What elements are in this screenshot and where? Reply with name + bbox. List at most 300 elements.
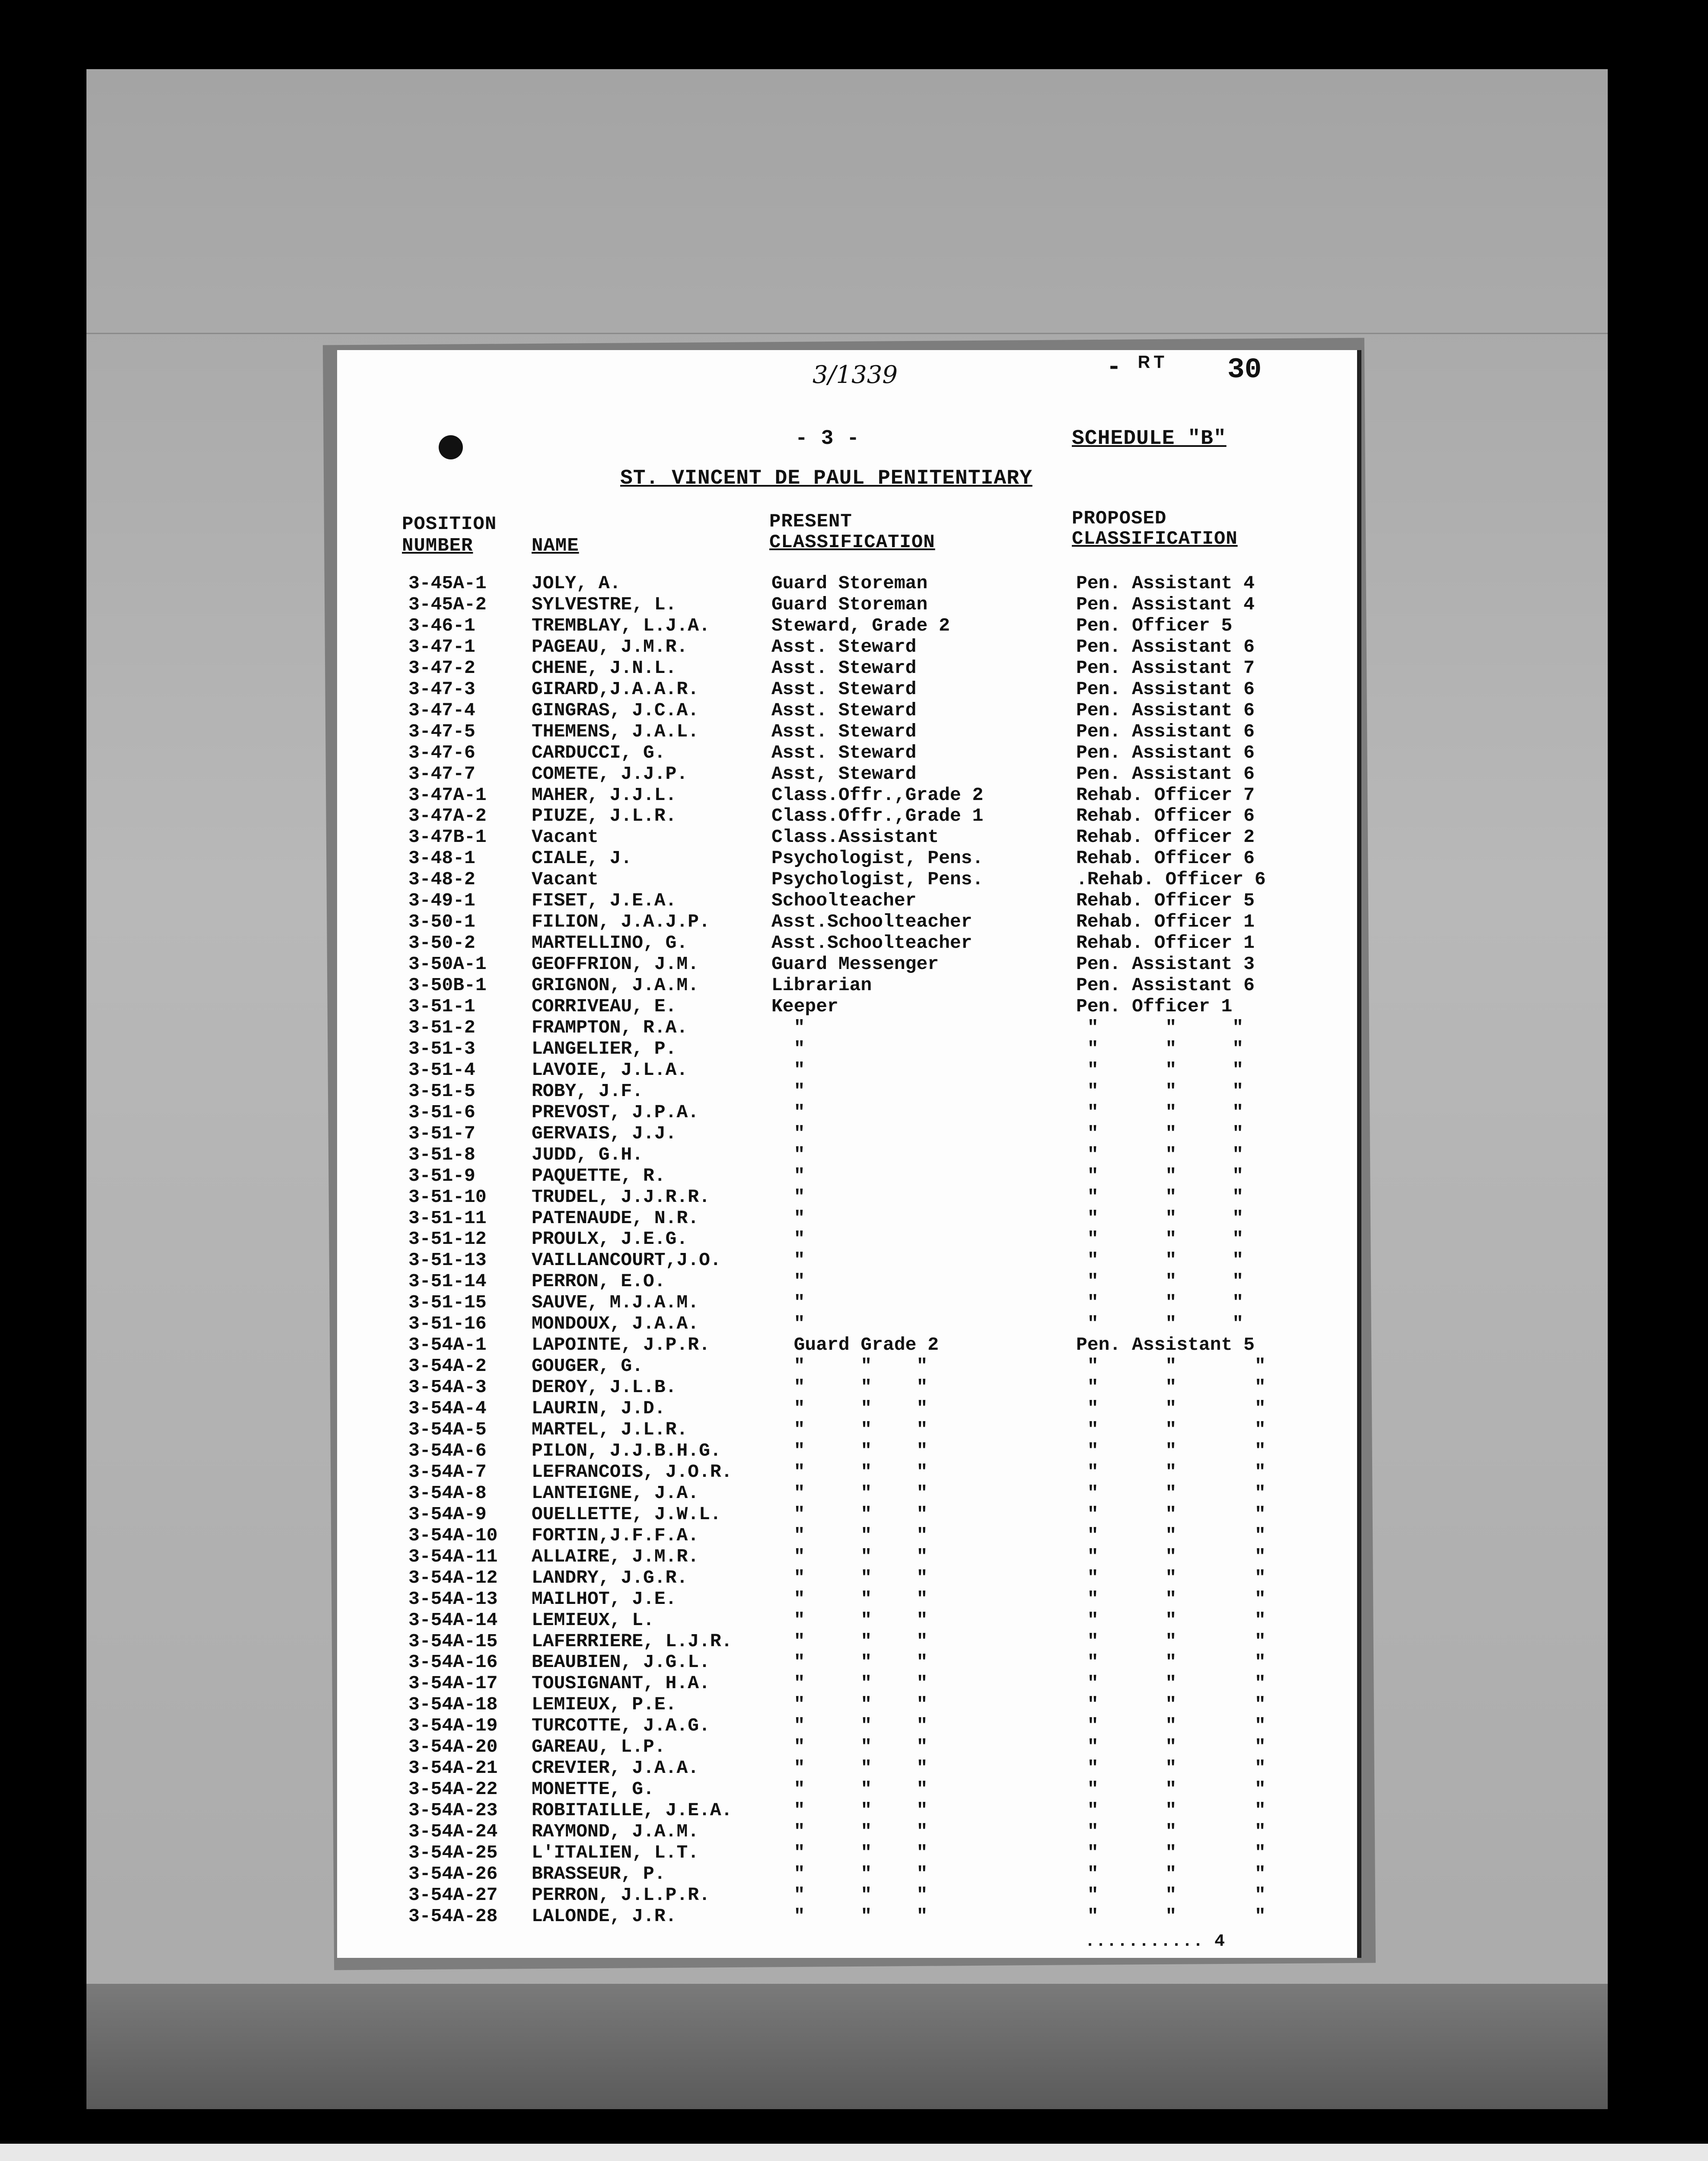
position-number-cell: 3-48-2 — [408, 869, 475, 890]
position-number-cell: 3-47-7 — [408, 763, 475, 784]
present-classification-cell: Guard Messenger — [771, 953, 939, 975]
name-cell: DEROY, J.L.B. — [532, 1377, 677, 1398]
name-cell: MAHER, J.J.L. — [532, 784, 677, 806]
position-number-cell: 3-54A-1 — [408, 1334, 487, 1356]
name-cell: GRIGNON, J.A.M. — [532, 975, 699, 996]
proposed-classification-cell: " " " — [1076, 1588, 1266, 1610]
page-stamp-marks: - ᴿᵀ — [1106, 354, 1167, 382]
proposed-classification-cell: " " " — [1076, 1736, 1266, 1758]
table-row — [337, 700, 1357, 721]
position-number-cell: 3-54A-10 — [408, 1524, 498, 1546]
proposed-classification-cell: " " " — [1076, 1165, 1244, 1186]
table-row — [337, 742, 1357, 763]
name-cell: MONETTE, G. — [532, 1779, 654, 1800]
header-name: NAME — [532, 535, 579, 557]
proposed-classification-cell: Rehab. Officer 2 — [1076, 826, 1255, 848]
position-number-cell: 3-54A-17 — [408, 1673, 498, 1694]
table-row — [337, 1610, 1357, 1631]
table-row — [337, 1355, 1357, 1377]
table-row — [337, 805, 1357, 826]
present-classification-cell: Librarian — [771, 975, 872, 996]
position-number-cell: 3-51-14 — [408, 1271, 487, 1292]
position-number-cell: 3-51-4 — [408, 1059, 475, 1080]
proposed-classification-cell: " " " — [1076, 1630, 1266, 1652]
table-row — [337, 721, 1357, 742]
present-classification-cell: Asst, Steward — [771, 763, 917, 784]
position-number-cell: 3-47-4 — [408, 699, 475, 721]
name-cell: FRAMPTON, R.A. — [532, 1017, 688, 1038]
proposed-classification-cell: " " " — [1076, 1186, 1244, 1208]
name-cell: LAPOINTE, J.P.R. — [532, 1334, 710, 1356]
position-number-cell: 3-51-3 — [408, 1038, 475, 1059]
present-classification-cell: " " " — [771, 1524, 928, 1546]
proposed-classification-cell: " " " — [1076, 1122, 1244, 1144]
name-cell: MARTELLINO, G. — [532, 932, 688, 954]
position-number-cell: 3-51-12 — [408, 1228, 487, 1250]
proposed-classification-cell: Pen. Officer 1 — [1076, 996, 1233, 1017]
proposed-classification-cell: " " " — [1076, 1377, 1266, 1398]
table-row — [337, 1440, 1357, 1461]
present-classification-cell: " " " — [771, 1588, 928, 1610]
name-cell: CREVIER, J.A.A. — [532, 1757, 699, 1779]
present-classification-cell: Steward, Grade 2 — [771, 615, 950, 636]
table-row — [337, 932, 1357, 953]
name-cell: SAUVE, M.J.A.M. — [532, 1292, 699, 1313]
proposed-classification-cell: " " " — [1076, 1313, 1244, 1335]
table-row — [337, 1186, 1357, 1208]
table-row — [337, 1017, 1357, 1038]
table-row — [337, 1800, 1357, 1821]
proposed-classification-cell: " " " — [1076, 1842, 1266, 1863]
present-classification-cell: " — [771, 1186, 805, 1208]
name-cell: PATENAUDE, N.R. — [532, 1207, 699, 1229]
proposed-classification-cell: " " " — [1076, 1503, 1266, 1525]
table-row — [337, 1461, 1357, 1482]
table-row — [337, 826, 1357, 848]
table-row — [337, 1398, 1357, 1419]
name-cell: MARTEL, J.L.R. — [532, 1419, 688, 1440]
table-row — [337, 1884, 1357, 1906]
position-number-cell: 3-54A-28 — [408, 1905, 498, 1927]
proposed-classification-cell: " " " — [1076, 1651, 1266, 1673]
proposed-classification-cell: Pen. Assistant 6 — [1076, 975, 1255, 996]
table-row — [337, 1567, 1357, 1588]
present-classification-cell: " — [771, 1017, 805, 1038]
present-classification-cell: " " " — [771, 1651, 928, 1673]
position-number-cell: 3-51-8 — [408, 1144, 475, 1165]
name-cell: GEOFFRION, J.M. — [532, 953, 699, 975]
name-cell: LEMIEUX, P.E. — [532, 1694, 677, 1715]
present-classification-cell: " " " — [771, 1757, 928, 1779]
position-number-cell: 3-54A-24 — [408, 1821, 498, 1842]
proposed-classification-cell: " " " — [1076, 1461, 1266, 1482]
proposed-classification-cell: " " " — [1076, 1609, 1266, 1631]
proposed-classification-cell: Pen. Assistant 6 — [1076, 742, 1255, 763]
present-classification-cell: Asst. Steward — [771, 699, 917, 721]
name-cell: LANTEIGNE, J.A. — [532, 1482, 699, 1504]
present-classification-cell: " " " — [771, 1673, 928, 1694]
present-classification-cell: " " " — [771, 1440, 928, 1461]
proposed-classification-cell: Pen. Assistant 4 — [1076, 593, 1255, 615]
table-row — [337, 784, 1357, 806]
present-classification-cell: " " " — [771, 1419, 928, 1440]
table-row — [337, 679, 1357, 700]
position-number-cell: 3-51-11 — [408, 1207, 487, 1229]
present-classification-cell: " " " — [771, 1609, 928, 1631]
proposed-classification-cell: Rehab. Officer 1 — [1076, 911, 1255, 933]
present-classification-cell: " " " — [771, 1779, 928, 1800]
position-number-cell: 3-47-1 — [408, 636, 475, 657]
present-classification-cell: " " " — [771, 1863, 928, 1884]
name-cell: PREVOST, J.P.A. — [532, 1101, 699, 1123]
position-number-cell: 3-45A-1 — [408, 573, 487, 594]
position-number-cell: 3-54A-7 — [408, 1461, 487, 1482]
present-classification-cell: Asst. Steward — [771, 720, 917, 742]
table-row — [337, 1546, 1357, 1567]
proposed-classification-cell: " " " — [1076, 1694, 1266, 1715]
present-classification-cell: " — [771, 1101, 805, 1123]
table-row — [337, 1821, 1357, 1842]
position-number-cell: 3-54A-16 — [408, 1651, 498, 1673]
present-classification-cell: " " " — [771, 1355, 928, 1377]
proposed-classification-cell: Pen. Assistant 6 — [1076, 720, 1255, 742]
position-number-cell: 3-50B-1 — [408, 975, 487, 996]
proposed-classification-cell: " " " — [1076, 1715, 1266, 1737]
present-classification-cell: " — [771, 1059, 805, 1080]
name-cell: Vacant — [532, 826, 599, 848]
name-cell: OUELLETTE, J.W.L. — [532, 1503, 721, 1525]
table-row — [337, 996, 1357, 1017]
name-cell: TREMBLAY, L.J.A. — [532, 615, 710, 636]
position-number-cell: 3-54A-19 — [408, 1715, 498, 1737]
table-row — [337, 1123, 1357, 1144]
table-row — [337, 1631, 1357, 1652]
position-number-cell: 3-51-13 — [408, 1249, 487, 1271]
table-row — [337, 1419, 1357, 1440]
name-cell: PILON, J.J.B.H.G. — [532, 1440, 721, 1461]
table-row — [337, 1313, 1357, 1334]
present-classification-cell: Psychologist, Pens. — [771, 848, 984, 869]
name-cell: CARDUCCI, G. — [532, 742, 666, 763]
table-row — [337, 1038, 1357, 1059]
bottom-bar — [0, 2144, 1708, 2161]
name-cell: GAREAU, L.P. — [532, 1736, 666, 1758]
table-row — [337, 1059, 1357, 1080]
name-cell: BEAUBIEN, J.G.L. — [532, 1651, 710, 1673]
present-classification-cell: Asst. Steward — [771, 657, 917, 679]
proposed-classification-cell: Pen. Assistant 6 — [1076, 678, 1255, 700]
present-classification-cell: " " " — [771, 1736, 928, 1758]
position-number-cell: 3-54A-18 — [408, 1694, 498, 1715]
proposed-classification-cell: Rehab. Officer 5 — [1076, 890, 1255, 912]
proposed-classification-cell: Rehab. Officer 7 — [1076, 784, 1255, 806]
name-cell: FILION, J.A.J.P. — [532, 911, 710, 933]
bottom-shadow — [86, 1984, 1608, 2109]
proposed-classification-cell: Rehab. Officer 6 — [1076, 805, 1255, 827]
present-classification-cell: " — [771, 1144, 805, 1165]
proposed-classification-cell: " " " — [1076, 1779, 1266, 1800]
table-row — [337, 890, 1357, 911]
name-cell: LANDRY, J.G.R. — [532, 1567, 688, 1588]
table-row — [337, 1102, 1357, 1123]
present-classification-cell: " " " — [771, 1630, 928, 1652]
position-number-cell: 3-51-6 — [408, 1101, 475, 1123]
proposed-classification-cell: " " " — [1076, 1398, 1266, 1419]
table-row — [337, 594, 1357, 615]
proposed-classification-cell: " " " — [1076, 1884, 1266, 1906]
proposed-classification-cell: " " " — [1076, 1080, 1244, 1102]
name-cell: GIRARD,J.A.A.R. — [532, 678, 699, 700]
header-proposed-line1: PROPOSED — [1072, 508, 1167, 529]
table-row — [337, 615, 1357, 636]
table-row — [337, 1165, 1357, 1186]
position-number-cell: 3-54A-3 — [408, 1377, 487, 1398]
proposed-classification-cell: Pen. Assistant 6 — [1076, 699, 1255, 721]
table-row — [337, 1080, 1357, 1102]
name-cell: COMETE, J.J.P. — [532, 763, 688, 784]
present-classification-cell: Asst. Steward — [771, 636, 917, 657]
schedule-label: SCHEDULE "B" — [1072, 427, 1227, 450]
present-classification-cell: " " " — [771, 1905, 928, 1927]
name-cell: GINGRAS, J.C.A. — [532, 699, 699, 721]
present-classification-cell: " " " — [771, 1377, 928, 1398]
present-classification-cell: " — [771, 1313, 805, 1335]
table-row — [337, 1779, 1357, 1800]
present-classification-cell: Asst.Schoolteacher — [771, 932, 972, 954]
proposed-classification-cell: Rehab. Officer 1 — [1076, 932, 1255, 954]
name-cell: RAYMOND, J.A.M. — [532, 1821, 699, 1842]
name-cell: JOLY, A. — [532, 573, 621, 594]
table-row — [337, 1377, 1357, 1398]
position-number-cell: 3-54A-8 — [408, 1482, 487, 1504]
present-classification-cell: " " " — [771, 1503, 928, 1525]
position-number-cell: 3-54A-25 — [408, 1842, 498, 1863]
name-cell: SYLVESTRE, L. — [532, 593, 677, 615]
header-present-line1: PRESENT — [769, 511, 852, 532]
name-cell: ALLAIRE, J.M.R. — [532, 1546, 699, 1567]
table-row — [337, 636, 1357, 657]
name-cell: PERRON, E.O. — [532, 1271, 666, 1292]
table-row — [337, 1694, 1357, 1715]
proposed-classification-cell: Rehab. Officer 6 — [1076, 848, 1255, 869]
present-classification-cell: " " " — [771, 1461, 928, 1482]
table-row — [337, 1588, 1357, 1610]
table-row — [337, 1757, 1357, 1779]
present-classification-cell: Class.Offr.,Grade 2 — [771, 784, 984, 806]
present-classification-cell: " — [771, 1122, 805, 1144]
table-row — [337, 1863, 1357, 1884]
name-cell: GERVAIS, J.J. — [532, 1122, 677, 1144]
name-cell: LANGELIER, P. — [532, 1038, 677, 1059]
present-classification-cell: Asst. Steward — [771, 678, 917, 700]
name-cell: LEFRANCOIS, J.O.R. — [532, 1461, 733, 1482]
position-number-cell: 3-51-1 — [408, 996, 475, 1017]
name-cell: TRUDEL, J.J.R.R. — [532, 1186, 710, 1208]
name-cell: PAGEAU, J.M.R. — [532, 636, 688, 657]
position-number-cell: 3-54A-21 — [408, 1757, 498, 1779]
present-classification-cell: " " " — [771, 1715, 928, 1737]
present-classification-cell: " " " — [771, 1821, 928, 1842]
present-classification-cell: " " " — [771, 1482, 928, 1504]
position-number-cell: 3-54A-15 — [408, 1630, 498, 1652]
present-classification-cell: " — [771, 1207, 805, 1229]
position-number-cell: 3-49-1 — [408, 890, 475, 912]
name-cell: L'ITALIEN, L.T. — [532, 1842, 699, 1863]
proposed-classification-cell: " " " — [1076, 1292, 1244, 1313]
name-cell: LAFERRIERE, L.J.R. — [532, 1630, 733, 1652]
proposed-classification-cell: " " " — [1076, 1101, 1244, 1123]
position-number-cell: 3-54A-12 — [408, 1567, 498, 1588]
name-cell: CHENE, J.N.L. — [532, 657, 677, 679]
table-row — [337, 1736, 1357, 1757]
name-cell: PERRON, J.L.P.R. — [532, 1884, 710, 1906]
position-number-cell: 3-50-2 — [408, 932, 475, 954]
present-classification-cell: Class.Assistant — [771, 826, 939, 848]
position-number-cell: 3-54A-22 — [408, 1779, 498, 1800]
proposed-classification-cell: " " " — [1076, 1757, 1266, 1779]
table-row — [337, 1292, 1357, 1313]
name-cell: TOUSIGNANT, H.A. — [532, 1673, 710, 1694]
present-classification-cell: Keeper — [771, 996, 838, 1017]
proposed-classification-cell: " " " — [1076, 1546, 1266, 1567]
position-number-cell: 3-51-16 — [408, 1313, 487, 1335]
position-number-cell: 3-46-1 — [408, 615, 475, 636]
table-row — [337, 657, 1357, 679]
present-classification-cell: Guard Storeman — [771, 593, 928, 615]
position-number-cell: 3-54A-20 — [408, 1736, 498, 1758]
table-row — [337, 869, 1357, 890]
table-row — [337, 1673, 1357, 1694]
name-cell: VAILLANCOURT,J.O. — [532, 1249, 721, 1271]
proposed-classification-cell: " " " — [1076, 1419, 1266, 1440]
table-row — [337, 1651, 1357, 1673]
position-number-cell: 3-47-6 — [408, 742, 475, 763]
name-cell: TURCOTTE, J.A.G. — [532, 1715, 710, 1737]
name-cell: FORTIN,J.F.F.A. — [532, 1524, 699, 1546]
proposed-classification-cell: Pen. Assistant 7 — [1076, 657, 1255, 679]
position-number-cell: 3-54A-6 — [408, 1440, 487, 1461]
proposed-classification-cell: " " " — [1076, 1567, 1266, 1588]
position-number-cell: 3-54A-5 — [408, 1419, 487, 1440]
proposed-classification-cell: " " " — [1076, 1059, 1244, 1080]
position-number-cell: 3-47A-1 — [408, 784, 487, 806]
present-classification-cell: " — [771, 1038, 805, 1059]
page-label: - 3 - — [795, 427, 860, 450]
position-number-cell: 3-51-9 — [408, 1165, 475, 1186]
proposed-classification-cell: " " " — [1076, 1355, 1266, 1377]
table-row — [337, 1144, 1357, 1165]
proposed-classification-cell: " " " — [1076, 1144, 1244, 1165]
position-number-cell: 3-54A-9 — [408, 1503, 487, 1525]
position-number-cell: 3-50-1 — [408, 911, 475, 933]
present-classification-cell: " — [771, 1292, 805, 1313]
table-row — [337, 1271, 1357, 1292]
position-number-cell: 3-54A-13 — [408, 1588, 498, 1610]
name-cell: CIALE, J. — [532, 848, 632, 869]
position-number-cell: 3-51-15 — [408, 1292, 487, 1313]
fold-line — [86, 333, 1608, 334]
name-cell: LEMIEUX, L. — [532, 1609, 654, 1631]
table-row — [337, 763, 1357, 784]
present-classification-cell: Guard Storeman — [771, 573, 928, 594]
table-row — [337, 1482, 1357, 1504]
present-classification-cell: Asst.Schoolteacher — [771, 911, 972, 933]
present-classification-cell: " — [771, 1271, 805, 1292]
table-row — [337, 911, 1357, 932]
table-row — [337, 848, 1357, 869]
proposed-classification-cell: " " " — [1076, 1271, 1244, 1292]
proposed-classification-cell: " " " — [1076, 1440, 1266, 1461]
table-row — [337, 1334, 1357, 1355]
proposed-classification-cell: " " " — [1076, 1905, 1266, 1927]
position-number-cell: 3-50A-1 — [408, 953, 487, 975]
name-cell: BRASSEUR, P. — [532, 1863, 666, 1884]
proposed-classification-cell: " " " — [1076, 1017, 1244, 1038]
table-row — [337, 573, 1357, 594]
name-cell: PAQUETTE, R. — [532, 1165, 666, 1186]
proposed-classification-cell: " " " — [1076, 1863, 1266, 1884]
position-number-cell: 3-54A-23 — [408, 1800, 498, 1821]
name-cell: LAVOIE, J.L.A. — [532, 1059, 688, 1080]
continuation-marker: ........... 4 — [1085, 1932, 1226, 1951]
proposed-classification-cell: " " " — [1076, 1800, 1266, 1821]
position-number-cell: 3-54A-2 — [408, 1355, 487, 1377]
proposed-classification-cell: Pen. Assistant 6 — [1076, 763, 1255, 784]
name-cell: ROBY, J.F. — [532, 1080, 644, 1102]
name-cell: GOUGER, G. — [532, 1355, 644, 1377]
present-classification-cell: Asst. Steward — [771, 742, 917, 763]
table-row — [337, 1208, 1357, 1229]
table-row — [337, 1715, 1357, 1736]
position-number-cell: 3-47-5 — [408, 720, 475, 742]
position-number-cell: 3-54A-11 — [408, 1546, 498, 1567]
position-number-cell: 3-54A-27 — [408, 1884, 498, 1906]
position-number-cell: 3-54A-26 — [408, 1863, 498, 1884]
position-number-cell: 3-48-1 — [408, 848, 475, 869]
punch-hole — [439, 435, 463, 459]
present-classification-cell: " — [771, 1249, 805, 1271]
present-classification-cell: " " " — [771, 1567, 928, 1588]
present-classification-cell: " " " — [771, 1694, 928, 1715]
table-row — [337, 953, 1357, 975]
position-number-cell: 3-51-5 — [408, 1080, 475, 1102]
present-classification-cell: " " " — [771, 1800, 928, 1821]
proposed-classification-cell: " " " — [1076, 1038, 1244, 1059]
present-classification-cell: Class.Offr.,Grade 1 — [771, 805, 984, 827]
name-cell: LAURIN, J.D. — [532, 1398, 666, 1419]
position-number-cell: 3-47A-2 — [408, 805, 487, 827]
proposed-classification-cell: " " " — [1076, 1207, 1244, 1229]
proposed-classification-cell: Pen. Officer 5 — [1076, 615, 1233, 636]
present-classification-cell: " — [771, 1080, 805, 1102]
proposed-classification-cell: " " " — [1076, 1482, 1266, 1504]
name-cell: LALONDE, J.R. — [532, 1905, 677, 1927]
present-classification-cell: " " " — [771, 1546, 928, 1567]
header-proposed-line2: CLASSIFICATION — [1072, 528, 1238, 550]
name-cell: THEMENS, J.A.L. — [532, 720, 699, 742]
name-cell: JUDD, G.H. — [532, 1144, 644, 1165]
position-number-cell: 3-47-3 — [408, 678, 475, 700]
table-row — [337, 1525, 1357, 1546]
header-position-line1: POSITION — [402, 513, 497, 535]
present-classification-cell: Guard Grade 2 — [771, 1334, 939, 1356]
name-cell: Vacant — [532, 869, 599, 890]
position-number-cell: 3-47-2 — [408, 657, 475, 679]
proposed-classification-cell: " " " — [1076, 1673, 1266, 1694]
present-classification-cell: " " " — [771, 1884, 928, 1906]
present-classification-cell: " " " — [771, 1398, 928, 1419]
proposed-classification-cell: Pen. Assistant 6 — [1076, 636, 1255, 657]
